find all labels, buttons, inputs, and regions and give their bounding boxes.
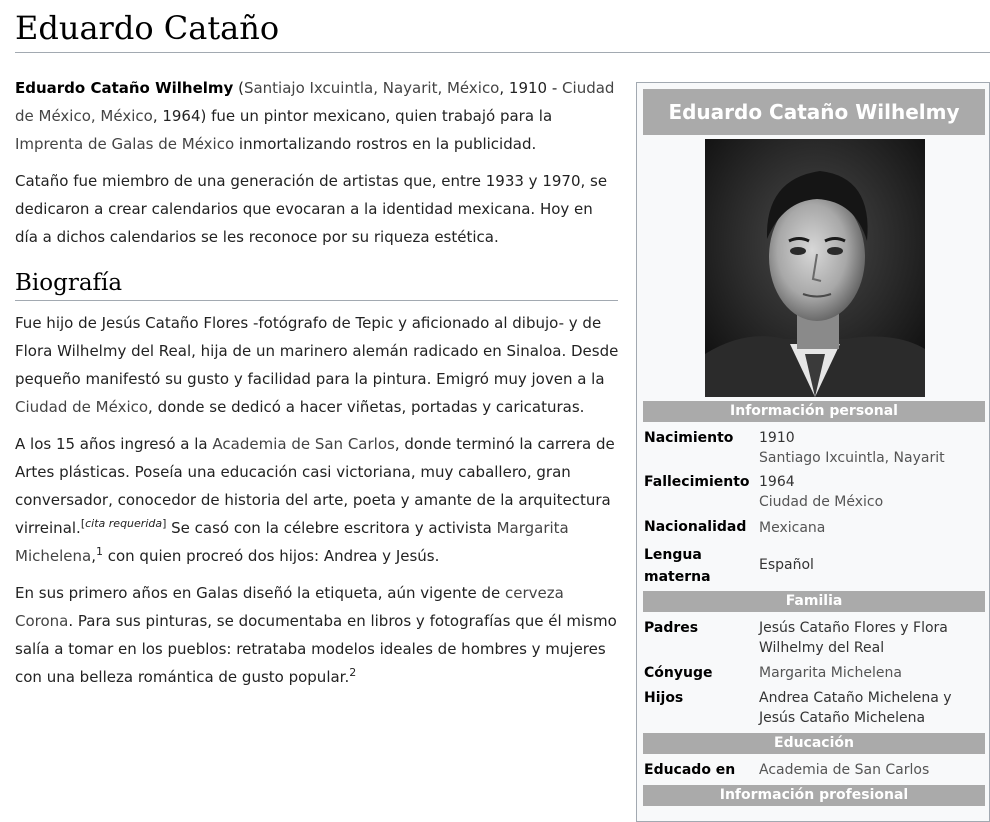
birthplace-link[interactable]: Santiajo Ixcuintla, Nayarit, México [243,79,500,97]
nacimiento-label: Nacimiento [644,430,734,446]
conyuge-label: Cónyuge [644,665,713,681]
section-informacion-personal: Información personal [643,401,985,422]
academia-san-carlos-link[interactable]: Academia de San Carlos [212,435,395,453]
second-paragraph: Cataño fue miembro de una generación de artistas que, entre 1933 y 1970, se dedicaron a crear calendarios que evocaran a la identidad mexicana. Hoy en día a dichos calendarios se les reconoce por su riqueza estética. [15,172,608,246]
infobox [636,82,990,822]
educado-en-label: Educado en [644,762,736,778]
hijos-value: Andrea Cataño Michelena y Jesús Cataño Michelena [759,690,952,726]
cerveza-corona-link[interactable]: cerveza Corona [15,584,564,630]
infobox-title: Eduardo Cataño Wilhelmy [643,89,985,135]
nacimiento-place-link[interactable]: Santiago Ixcuintla, Nayarit [759,450,945,466]
portrait-image [705,139,925,397]
section-educacion: Educación [643,733,985,754]
fallecimiento-label: Fallecimiento [644,474,750,490]
padres-value: Jesús Cataño Flores y Flora Wilhelmy del Real [759,620,948,656]
intro-paragraph: Eduardo Cataño Wilhelmy (Santiajo Ixcuintla, Nayarit, México, 1910 - Ciudad de México, México, 1964) fue un pintor mexicano, quien trabajó para la Imprenta de Galas de México inmortalizando rostros en la publicidad. [15,79,615,153]
portrait-photo[interactable] [705,139,925,397]
nacimiento-value: 1910 Santiago Ixcuintla, Nayarit [759,428,981,468]
biografia-heading: Biografía [15,268,618,301]
deathplace-link[interactable]: Ciudad de México, México [15,79,615,125]
conyuge-value[interactable]: Margarita Michelena [759,665,902,681]
citation-needed[interactable]: [cita requerida] [80,517,167,530]
reference-2[interactable]: 2 [349,666,357,679]
subject-name: Eduardo Cataño Wilhelmy [15,79,234,97]
fallecimiento-place-link[interactable]: Ciudad de México [759,494,884,510]
imprenta-link[interactable]: Imprenta de Galas de México [15,135,235,153]
padres-label: Padres [644,620,699,636]
educado-en-value[interactable]: Academia de San Carlos [759,762,930,778]
nacionalidad-value[interactable]: Mexicana [759,520,826,536]
biografia-paragraph-2: A los 15 años ingresó a la Academia de San Carlos, donde terminó la carrera de Artes plásticas. Poseía una educación casi victoriana, muy caballero, gran conversador, conocedor de historia del arte, poeta y amante de la arquitectura virreinal.[cita requerida] Se casó con la célebre escritora y activista Margarita Michelena,$^1$ con quien procreó dos hijos: Andrea y Jesús. [15,435,615,565]
section-informacion-profesional: Información profesional [643,785,985,806]
reference-1[interactable]: 1 [95,545,103,558]
fallecimiento-value: 1964 Ciudad de México [759,472,981,512]
biografia-paragraph-3: En sus primero años en Galas diseñó la etiqueta, aún vigente de cerveza Corona. Para sus pinturas, se documentaba en libros y fotografías que él mismo salía a tomar en los pueblos: retrataba modelos ideales de hombres y mujeres con una belleza romántica de gusto popular.$^2$ [15,584,617,686]
biografia-paragraph-1: Fue hijo de Jesús Cataño Flores -fotógrafo de Tepic y aficionado al dibujo- y de Flora Wilhelmy del Real, hija de un marinero alemán radicado en Sinaloa. Desde pequeño manifestó su gusto y facilidad para la pintura. Emigró muy joven a la Ciudad de México, donde se dedicó a hacer viñetas, portadas y caricaturas. [15,314,619,416]
ciudad-de-mexico-link[interactable]: Ciudad de México [15,398,149,416]
lengua-materna-value: Español [759,557,814,573]
article-body [15,74,620,700]
title-divider [15,52,990,53]
hijos-label: Hijos [644,690,684,706]
page-title: Eduardo Cataño [15,9,280,47]
margarita-michelena-link[interactable]: Margarita Michelena [15,519,569,565]
nacionalidad-label: Nacionalidad [644,519,747,535]
section-familia: Familia [643,591,985,612]
lengua-materna-label: Lengua materna [644,547,711,585]
